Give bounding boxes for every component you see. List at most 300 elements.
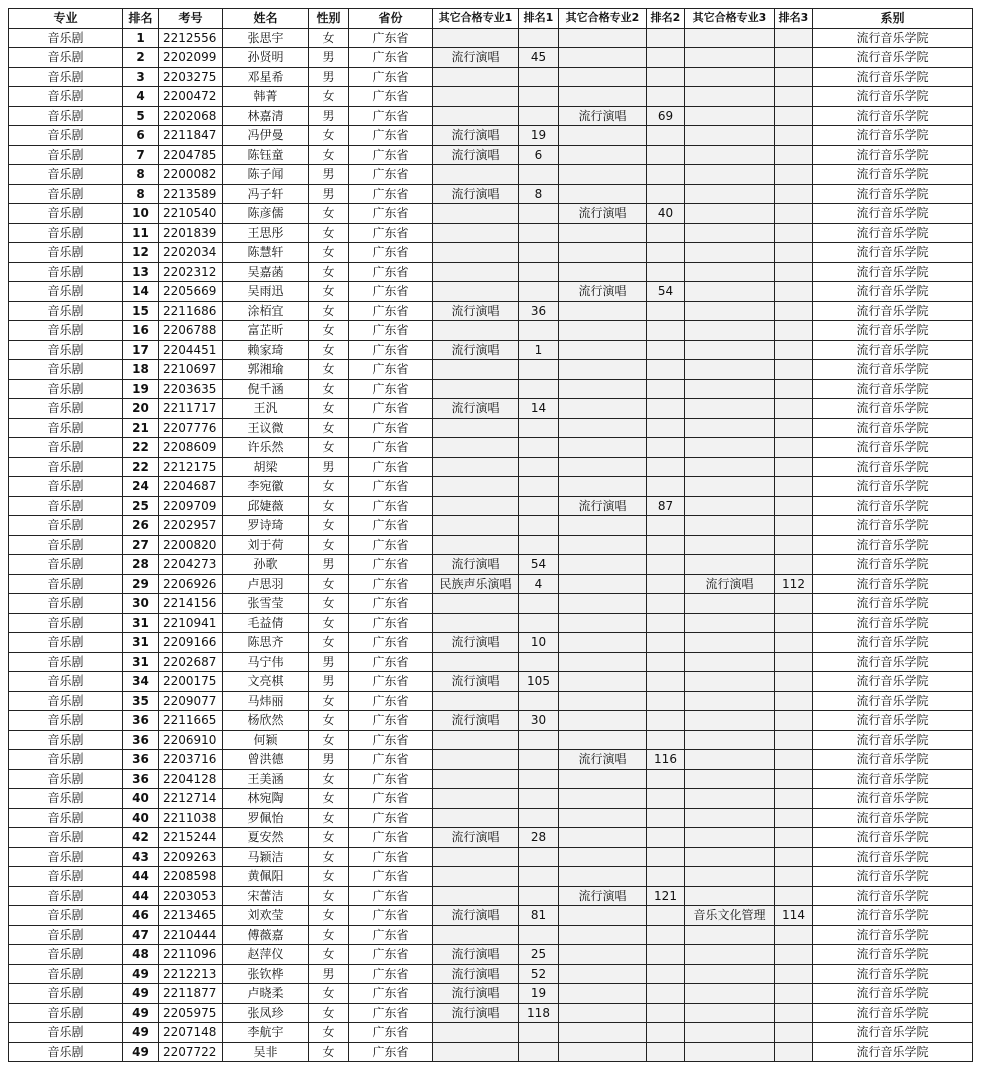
cell-department[interactable]: 流行音乐学院 bbox=[813, 145, 973, 165]
cell-other-major-2[interactable] bbox=[559, 828, 647, 848]
cell-rank-1[interactable]: 52 bbox=[519, 964, 559, 984]
cell-other-major-1[interactable]: 流行演唱 bbox=[433, 945, 519, 965]
cell-major[interactable]: 音乐剧 bbox=[9, 457, 123, 477]
cell-rank-2[interactable] bbox=[647, 555, 685, 575]
cell-other-major-3[interactable] bbox=[685, 87, 775, 107]
cell-other-major-3[interactable] bbox=[685, 652, 775, 672]
cell-gender[interactable]: 男 bbox=[309, 165, 349, 185]
cell-major[interactable]: 音乐剧 bbox=[9, 1023, 123, 1043]
cell-rank-3[interactable] bbox=[775, 457, 813, 477]
cell-rank-2[interactable] bbox=[647, 1003, 685, 1023]
cell-exam-id[interactable]: 2212175 bbox=[159, 457, 223, 477]
cell-province[interactable]: 广东省 bbox=[349, 457, 433, 477]
cell-rank-3[interactable] bbox=[775, 477, 813, 497]
cell-rank[interactable]: 36 bbox=[123, 711, 159, 731]
cell-gender[interactable]: 女 bbox=[309, 711, 349, 731]
cell-other-major-3[interactable] bbox=[685, 613, 775, 633]
cell-rank-3[interactable] bbox=[775, 925, 813, 945]
cell-rank-1[interactable] bbox=[519, 867, 559, 887]
cell-province[interactable]: 广东省 bbox=[349, 418, 433, 438]
cell-major[interactable]: 音乐剧 bbox=[9, 750, 123, 770]
cell-other-major-1[interactable] bbox=[433, 243, 519, 263]
cell-province[interactable]: 广东省 bbox=[349, 750, 433, 770]
cell-other-major-2[interactable] bbox=[559, 145, 647, 165]
cell-rank-2[interactable] bbox=[647, 594, 685, 614]
cell-name[interactable]: 李宛徽 bbox=[223, 477, 309, 497]
cell-rank-2[interactable] bbox=[647, 126, 685, 146]
cell-name[interactable]: 许乐然 bbox=[223, 438, 309, 458]
cell-major[interactable]: 音乐剧 bbox=[9, 1003, 123, 1023]
cell-department[interactable]: 流行音乐学院 bbox=[813, 262, 973, 282]
cell-department[interactable]: 流行音乐学院 bbox=[813, 1003, 973, 1023]
cell-province[interactable]: 广东省 bbox=[349, 652, 433, 672]
cell-other-major-1[interactable]: 流行演唱 bbox=[433, 672, 519, 692]
cell-other-major-3[interactable] bbox=[685, 106, 775, 126]
cell-rank-1[interactable] bbox=[519, 1023, 559, 1043]
cell-gender[interactable]: 女 bbox=[309, 847, 349, 867]
cell-rank-2[interactable] bbox=[647, 789, 685, 809]
cell-province[interactable]: 广东省 bbox=[349, 282, 433, 302]
cell-rank-3[interactable] bbox=[775, 438, 813, 458]
cell-province[interactable]: 广东省 bbox=[349, 321, 433, 341]
cell-rank-1[interactable]: 36 bbox=[519, 301, 559, 321]
cell-exam-id[interactable]: 2204128 bbox=[159, 769, 223, 789]
cell-rank-1[interactable] bbox=[519, 594, 559, 614]
cell-rank[interactable]: 26 bbox=[123, 516, 159, 536]
cell-province[interactable]: 广东省 bbox=[349, 925, 433, 945]
cell-province[interactable]: 广东省 bbox=[349, 145, 433, 165]
cell-other-major-2[interactable] bbox=[559, 399, 647, 419]
cell-other-major-3[interactable] bbox=[685, 184, 775, 204]
cell-province[interactable]: 广东省 bbox=[349, 1023, 433, 1043]
cell-other-major-2[interactable] bbox=[559, 652, 647, 672]
cell-rank-1[interactable] bbox=[519, 87, 559, 107]
cell-rank-3[interactable]: 114 bbox=[775, 906, 813, 926]
cell-major[interactable]: 音乐剧 bbox=[9, 808, 123, 828]
cell-other-major-3[interactable] bbox=[685, 126, 775, 146]
cell-major[interactable]: 音乐剧 bbox=[9, 418, 123, 438]
cell-other-major-3[interactable] bbox=[685, 750, 775, 770]
cell-other-major-1[interactable] bbox=[433, 613, 519, 633]
cell-rank[interactable]: 22 bbox=[123, 457, 159, 477]
cell-other-major-2[interactable] bbox=[559, 672, 647, 692]
cell-other-major-2[interactable] bbox=[559, 1023, 647, 1043]
cell-major[interactable]: 音乐剧 bbox=[9, 555, 123, 575]
cell-exam-id[interactable]: 2210540 bbox=[159, 204, 223, 224]
cell-rank-1[interactable] bbox=[519, 438, 559, 458]
cell-gender[interactable]: 女 bbox=[309, 301, 349, 321]
cell-rank-2[interactable] bbox=[647, 438, 685, 458]
cell-name[interactable]: 陈彦儒 bbox=[223, 204, 309, 224]
cell-department[interactable]: 流行音乐学院 bbox=[813, 789, 973, 809]
cell-rank[interactable]: 25 bbox=[123, 496, 159, 516]
cell-major[interactable]: 音乐剧 bbox=[9, 126, 123, 146]
cell-rank-3[interactable] bbox=[775, 243, 813, 263]
cell-other-major-3[interactable] bbox=[685, 711, 775, 731]
cell-other-major-2[interactable] bbox=[559, 808, 647, 828]
cell-rank-2[interactable] bbox=[647, 223, 685, 243]
cell-other-major-3[interactable] bbox=[685, 847, 775, 867]
cell-department[interactable]: 流行音乐学院 bbox=[813, 457, 973, 477]
cell-rank-1[interactable] bbox=[519, 730, 559, 750]
cell-rank-3[interactable] bbox=[775, 496, 813, 516]
cell-gender[interactable]: 男 bbox=[309, 67, 349, 87]
cell-other-major-2[interactable] bbox=[559, 126, 647, 146]
cell-department[interactable]: 流行音乐学院 bbox=[813, 1042, 973, 1062]
cell-rank-2[interactable] bbox=[647, 184, 685, 204]
cell-rank-3[interactable] bbox=[775, 1023, 813, 1043]
cell-rank-2[interactable] bbox=[647, 535, 685, 555]
cell-exam-id[interactable]: 2211096 bbox=[159, 945, 223, 965]
cell-other-major-1[interactable] bbox=[433, 418, 519, 438]
cell-other-major-3[interactable] bbox=[685, 633, 775, 653]
cell-department[interactable]: 流行音乐学院 bbox=[813, 87, 973, 107]
cell-other-major-1[interactable] bbox=[433, 925, 519, 945]
cell-rank[interactable]: 11 bbox=[123, 223, 159, 243]
cell-province[interactable]: 广东省 bbox=[349, 223, 433, 243]
cell-rank-2[interactable]: 87 bbox=[647, 496, 685, 516]
cell-other-major-3[interactable] bbox=[685, 828, 775, 848]
cell-major[interactable]: 音乐剧 bbox=[9, 340, 123, 360]
cell-other-major-1[interactable] bbox=[433, 769, 519, 789]
cell-name[interactable]: 曾洪德 bbox=[223, 750, 309, 770]
cell-rank-2[interactable] bbox=[647, 243, 685, 263]
cell-rank-1[interactable] bbox=[519, 28, 559, 48]
cell-rank-3[interactable] bbox=[775, 613, 813, 633]
cell-other-major-2[interactable] bbox=[559, 340, 647, 360]
cell-rank-1[interactable] bbox=[519, 321, 559, 341]
cell-other-major-2[interactable] bbox=[559, 477, 647, 497]
cell-rank[interactable]: 15 bbox=[123, 301, 159, 321]
cell-other-major-2[interactable] bbox=[559, 555, 647, 575]
cell-exam-id[interactable]: 2212714 bbox=[159, 789, 223, 809]
cell-rank-1[interactable] bbox=[519, 262, 559, 282]
cell-rank-3[interactable] bbox=[775, 769, 813, 789]
cell-department[interactable]: 流行音乐学院 bbox=[813, 477, 973, 497]
cell-rank-1[interactable] bbox=[519, 886, 559, 906]
cell-other-major-1[interactable]: 流行演唱 bbox=[433, 633, 519, 653]
cell-other-major-2[interactable] bbox=[559, 1042, 647, 1062]
cell-province[interactable]: 广东省 bbox=[349, 613, 433, 633]
cell-rank[interactable]: 18 bbox=[123, 360, 159, 380]
cell-gender[interactable]: 女 bbox=[309, 496, 349, 516]
cell-exam-id[interactable]: 2200082 bbox=[159, 165, 223, 185]
cell-gender[interactable]: 女 bbox=[309, 126, 349, 146]
cell-rank-1[interactable] bbox=[519, 360, 559, 380]
cell-major[interactable]: 音乐剧 bbox=[9, 67, 123, 87]
cell-other-major-3[interactable] bbox=[685, 496, 775, 516]
cell-exam-id[interactable]: 2211877 bbox=[159, 984, 223, 1004]
cell-name[interactable]: 王思彤 bbox=[223, 223, 309, 243]
cell-name[interactable]: 罗佩怡 bbox=[223, 808, 309, 828]
cell-gender[interactable]: 女 bbox=[309, 204, 349, 224]
cell-other-major-3[interactable] bbox=[685, 262, 775, 282]
cell-exam-id[interactable]: 2207776 bbox=[159, 418, 223, 438]
cell-other-major-1[interactable]: 流行演唱 bbox=[433, 145, 519, 165]
cell-rank-1[interactable] bbox=[519, 535, 559, 555]
cell-major[interactable]: 音乐剧 bbox=[9, 87, 123, 107]
cell-other-major-3[interactable] bbox=[685, 28, 775, 48]
cell-other-major-3[interactable] bbox=[685, 594, 775, 614]
cell-other-major-2[interactable] bbox=[559, 67, 647, 87]
cell-exam-id[interactable]: 2203635 bbox=[159, 379, 223, 399]
cell-rank-1[interactable] bbox=[519, 925, 559, 945]
cell-other-major-1[interactable]: 流行演唱 bbox=[433, 126, 519, 146]
cell-major[interactable]: 音乐剧 bbox=[9, 789, 123, 809]
cell-rank-1[interactable] bbox=[519, 418, 559, 438]
cell-exam-id[interactable]: 2204451 bbox=[159, 340, 223, 360]
cell-other-major-1[interactable] bbox=[433, 750, 519, 770]
cell-exam-id[interactable]: 2204785 bbox=[159, 145, 223, 165]
cell-province[interactable]: 广东省 bbox=[349, 1042, 433, 1062]
cell-rank-2[interactable]: 121 bbox=[647, 886, 685, 906]
cell-rank-3[interactable] bbox=[775, 399, 813, 419]
cell-other-major-1[interactable] bbox=[433, 808, 519, 828]
cell-rank-2[interactable] bbox=[647, 828, 685, 848]
cell-other-major-1[interactable] bbox=[433, 867, 519, 887]
cell-major[interactable]: 音乐剧 bbox=[9, 282, 123, 302]
cell-exam-id[interactable]: 2206926 bbox=[159, 574, 223, 594]
cell-gender[interactable]: 女 bbox=[309, 282, 349, 302]
cell-other-major-3[interactable] bbox=[685, 243, 775, 263]
cell-other-major-1[interactable] bbox=[433, 204, 519, 224]
cell-exam-id[interactable]: 2209166 bbox=[159, 633, 223, 653]
cell-province[interactable]: 广东省 bbox=[349, 535, 433, 555]
cell-other-major-1[interactable] bbox=[433, 730, 519, 750]
cell-rank-1[interactable] bbox=[519, 496, 559, 516]
cell-gender[interactable]: 男 bbox=[309, 652, 349, 672]
cell-rank-2[interactable] bbox=[647, 67, 685, 87]
cell-rank-2[interactable]: 54 bbox=[647, 282, 685, 302]
cell-province[interactable]: 广东省 bbox=[349, 574, 433, 594]
cell-exam-id[interactable]: 2211686 bbox=[159, 301, 223, 321]
cell-department[interactable]: 流行音乐学院 bbox=[813, 867, 973, 887]
cell-other-major-3[interactable] bbox=[685, 672, 775, 692]
cell-other-major-3[interactable] bbox=[685, 1003, 775, 1023]
cell-rank-3[interactable] bbox=[775, 204, 813, 224]
cell-major[interactable]: 音乐剧 bbox=[9, 243, 123, 263]
cell-major[interactable]: 音乐剧 bbox=[9, 223, 123, 243]
cell-rank[interactable]: 48 bbox=[123, 945, 159, 965]
cell-rank-2[interactable]: 69 bbox=[647, 106, 685, 126]
cell-major[interactable]: 音乐剧 bbox=[9, 672, 123, 692]
cell-name[interactable]: 赵萍仪 bbox=[223, 945, 309, 965]
cell-name[interactable]: 夏安然 bbox=[223, 828, 309, 848]
cell-rank[interactable]: 3 bbox=[123, 67, 159, 87]
cell-department[interactable]: 流行音乐学院 bbox=[813, 321, 973, 341]
cell-department[interactable]: 流行音乐学院 bbox=[813, 126, 973, 146]
cell-gender[interactable]: 女 bbox=[309, 945, 349, 965]
cell-other-major-2[interactable] bbox=[559, 711, 647, 731]
cell-rank[interactable]: 8 bbox=[123, 184, 159, 204]
cell-name[interactable]: 刘欢莹 bbox=[223, 906, 309, 926]
cell-rank-2[interactable] bbox=[647, 145, 685, 165]
cell-gender[interactable]: 女 bbox=[309, 594, 349, 614]
cell-exam-id[interactable]: 2208609 bbox=[159, 438, 223, 458]
cell-exam-id[interactable]: 2212556 bbox=[159, 28, 223, 48]
cell-other-major-2[interactable] bbox=[559, 457, 647, 477]
cell-gender[interactable]: 女 bbox=[309, 925, 349, 945]
cell-other-major-2[interactable] bbox=[559, 984, 647, 1004]
cell-other-major-1[interactable] bbox=[433, 535, 519, 555]
cell-rank-2[interactable] bbox=[647, 769, 685, 789]
cell-other-major-3[interactable] bbox=[685, 340, 775, 360]
cell-name[interactable]: 邓星希 bbox=[223, 67, 309, 87]
cell-other-major-3[interactable] bbox=[685, 399, 775, 419]
cell-other-major-3[interactable] bbox=[685, 145, 775, 165]
cell-rank-3[interactable] bbox=[775, 126, 813, 146]
cell-name[interactable]: 傅薇嘉 bbox=[223, 925, 309, 945]
cell-province[interactable]: 广东省 bbox=[349, 769, 433, 789]
cell-other-major-2[interactable]: 流行演唱 bbox=[559, 886, 647, 906]
cell-department[interactable]: 流行音乐学院 bbox=[813, 555, 973, 575]
cell-other-major-1[interactable]: 流行演唱 bbox=[433, 964, 519, 984]
cell-other-major-2[interactable] bbox=[559, 691, 647, 711]
cell-other-major-3[interactable] bbox=[685, 555, 775, 575]
cell-rank-3[interactable] bbox=[775, 594, 813, 614]
cell-rank-1[interactable] bbox=[519, 106, 559, 126]
cell-rank-1[interactable]: 105 bbox=[519, 672, 559, 692]
cell-rank-1[interactable]: 118 bbox=[519, 1003, 559, 1023]
cell-rank-2[interactable] bbox=[647, 516, 685, 536]
cell-major[interactable]: 音乐剧 bbox=[9, 360, 123, 380]
cell-rank-3[interactable] bbox=[775, 672, 813, 692]
cell-department[interactable]: 流行音乐学院 bbox=[813, 67, 973, 87]
cell-department[interactable]: 流行音乐学院 bbox=[813, 535, 973, 555]
cell-rank-2[interactable] bbox=[647, 1042, 685, 1062]
cell-rank[interactable]: 30 bbox=[123, 594, 159, 614]
cell-other-major-3[interactable]: 流行演唱 bbox=[685, 574, 775, 594]
cell-exam-id[interactable]: 2200820 bbox=[159, 535, 223, 555]
cell-rank-2[interactable] bbox=[647, 691, 685, 711]
cell-other-major-2[interactable] bbox=[559, 594, 647, 614]
cell-rank-1[interactable] bbox=[519, 789, 559, 809]
cell-gender[interactable]: 女 bbox=[309, 516, 349, 536]
cell-exam-id[interactable]: 2204687 bbox=[159, 477, 223, 497]
cell-other-major-2[interactable] bbox=[559, 964, 647, 984]
cell-other-major-2[interactable] bbox=[559, 867, 647, 887]
cell-other-major-2[interactable] bbox=[559, 516, 647, 536]
cell-province[interactable]: 广东省 bbox=[349, 672, 433, 692]
cell-major[interactable]: 音乐剧 bbox=[9, 886, 123, 906]
cell-exam-id[interactable]: 2208598 bbox=[159, 867, 223, 887]
cell-other-major-3[interactable] bbox=[685, 165, 775, 185]
cell-other-major-2[interactable] bbox=[559, 847, 647, 867]
cell-major[interactable]: 音乐剧 bbox=[9, 184, 123, 204]
cell-department[interactable]: 流行音乐学院 bbox=[813, 496, 973, 516]
cell-rank[interactable]: 7 bbox=[123, 145, 159, 165]
cell-rank-2[interactable] bbox=[647, 301, 685, 321]
cell-gender[interactable]: 男 bbox=[309, 672, 349, 692]
cell-gender[interactable]: 女 bbox=[309, 418, 349, 438]
cell-other-major-2[interactable] bbox=[559, 360, 647, 380]
cell-other-major-2[interactable] bbox=[559, 769, 647, 789]
cell-rank-3[interactable] bbox=[775, 945, 813, 965]
cell-name[interactable]: 何颖 bbox=[223, 730, 309, 750]
cell-name[interactable]: 冯子轩 bbox=[223, 184, 309, 204]
cell-major[interactable]: 音乐剧 bbox=[9, 399, 123, 419]
cell-major[interactable]: 音乐剧 bbox=[9, 48, 123, 68]
cell-rank[interactable]: 35 bbox=[123, 691, 159, 711]
cell-department[interactable]: 流行音乐学院 bbox=[813, 594, 973, 614]
cell-major[interactable]: 音乐剧 bbox=[9, 28, 123, 48]
cell-other-major-2[interactable] bbox=[559, 633, 647, 653]
cell-rank-3[interactable]: 112 bbox=[775, 574, 813, 594]
cell-major[interactable]: 音乐剧 bbox=[9, 574, 123, 594]
cell-other-major-1[interactable] bbox=[433, 886, 519, 906]
cell-other-major-1[interactable]: 流行演唱 bbox=[433, 828, 519, 848]
cell-rank-2[interactable] bbox=[647, 48, 685, 68]
cell-other-major-3[interactable] bbox=[685, 457, 775, 477]
cell-rank-1[interactable] bbox=[519, 477, 559, 497]
cell-rank-3[interactable] bbox=[775, 555, 813, 575]
cell-rank-2[interactable]: 116 bbox=[647, 750, 685, 770]
cell-other-major-1[interactable] bbox=[433, 1023, 519, 1043]
cell-gender[interactable]: 女 bbox=[309, 535, 349, 555]
cell-other-major-3[interactable] bbox=[685, 808, 775, 828]
cell-other-major-1[interactable] bbox=[433, 1042, 519, 1062]
cell-department[interactable]: 流行音乐学院 bbox=[813, 691, 973, 711]
cell-rank-3[interactable] bbox=[775, 1042, 813, 1062]
cell-rank-1[interactable]: 45 bbox=[519, 48, 559, 68]
cell-department[interactable]: 流行音乐学院 bbox=[813, 847, 973, 867]
cell-rank[interactable]: 22 bbox=[123, 438, 159, 458]
cell-other-major-1[interactable] bbox=[433, 652, 519, 672]
cell-name[interactable]: 马颖洁 bbox=[223, 847, 309, 867]
cell-province[interactable]: 广东省 bbox=[349, 886, 433, 906]
cell-other-major-2[interactable] bbox=[559, 438, 647, 458]
cell-exam-id[interactable]: 2203053 bbox=[159, 886, 223, 906]
cell-other-major-2[interactable] bbox=[559, 48, 647, 68]
cell-rank[interactable]: 17 bbox=[123, 340, 159, 360]
cell-rank-2[interactable] bbox=[647, 262, 685, 282]
cell-other-major-1[interactable]: 流行演唱 bbox=[433, 184, 519, 204]
cell-rank[interactable]: 4 bbox=[123, 87, 159, 107]
cell-department[interactable]: 流行音乐学院 bbox=[813, 301, 973, 321]
cell-province[interactable]: 广东省 bbox=[349, 379, 433, 399]
cell-rank-1[interactable] bbox=[519, 165, 559, 185]
cell-province[interactable]: 广东省 bbox=[349, 48, 433, 68]
cell-department[interactable]: 流行音乐学院 bbox=[813, 906, 973, 926]
cell-rank-3[interactable] bbox=[775, 165, 813, 185]
cell-rank-2[interactable] bbox=[647, 867, 685, 887]
cell-name[interactable]: 陈慧轩 bbox=[223, 243, 309, 263]
cell-exam-id[interactable]: 2202957 bbox=[159, 516, 223, 536]
cell-department[interactable]: 流行音乐学院 bbox=[813, 984, 973, 1004]
cell-rank-3[interactable] bbox=[775, 106, 813, 126]
cell-rank-2[interactable] bbox=[647, 321, 685, 341]
cell-name[interactable]: 陈思齐 bbox=[223, 633, 309, 653]
cell-rank-3[interactable] bbox=[775, 28, 813, 48]
cell-rank-3[interactable] bbox=[775, 262, 813, 282]
cell-rank-3[interactable] bbox=[775, 379, 813, 399]
cell-rank-2[interactable] bbox=[647, 984, 685, 1004]
cell-rank[interactable]: 19 bbox=[123, 379, 159, 399]
cell-rank-3[interactable] bbox=[775, 418, 813, 438]
cell-exam-id[interactable]: 2210444 bbox=[159, 925, 223, 945]
cell-department[interactable]: 流行音乐学院 bbox=[813, 574, 973, 594]
cell-rank[interactable]: 31 bbox=[123, 652, 159, 672]
cell-rank[interactable]: 36 bbox=[123, 769, 159, 789]
cell-rank-1[interactable] bbox=[519, 204, 559, 224]
cell-gender[interactable]: 女 bbox=[309, 769, 349, 789]
cell-province[interactable]: 广东省 bbox=[349, 555, 433, 575]
cell-name[interactable]: 吴雨迅 bbox=[223, 282, 309, 302]
cell-rank[interactable]: 49 bbox=[123, 1042, 159, 1062]
cell-exam-id[interactable]: 2200472 bbox=[159, 87, 223, 107]
cell-other-major-2[interactable] bbox=[559, 165, 647, 185]
cell-exam-id[interactable]: 2214156 bbox=[159, 594, 223, 614]
